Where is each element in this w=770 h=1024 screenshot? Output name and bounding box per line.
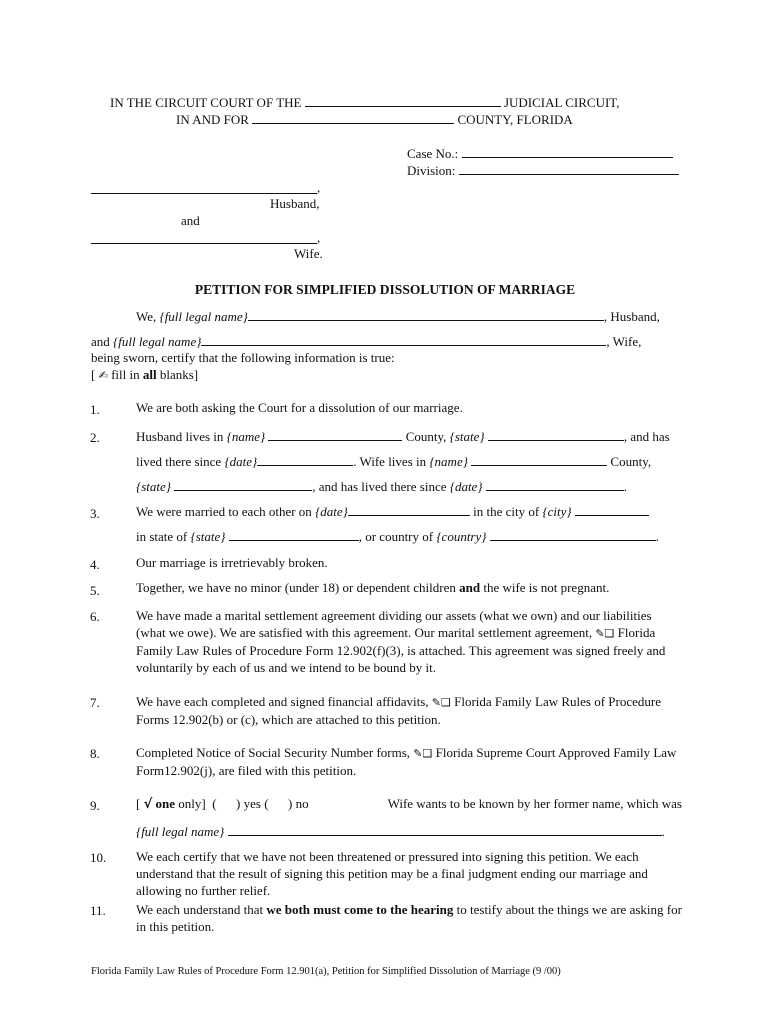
court-label: IN THE CIRCUIT COURT OF THE (110, 95, 302, 110)
pencil-checkbox-icon[interactable]: ✎❑ (595, 627, 615, 640)
period: . (661, 824, 665, 839)
division-row (407, 162, 679, 179)
judicial-circuit-blank[interactable] (305, 94, 501, 107)
wife-name-line[interactable] (91, 243, 317, 244)
and-intro-label: and (91, 334, 110, 349)
item-7-text-a: We have each completed and signed financial affidavits, (136, 694, 432, 709)
in-city-label: in the city of (473, 504, 540, 519)
form-footer: Florida Family Law Rules of Procedure Form 12.901(a), Petition for Simplified Dissolution of Marriage (9 /00) (91, 966, 561, 977)
item-number: 2. (90, 430, 100, 445)
and-label: and (181, 213, 200, 228)
marriage-state-field[interactable] (229, 528, 359, 541)
item-5-text (136, 580, 609, 596)
item-6-text (136, 607, 682, 676)
county-label: County, (405, 429, 447, 444)
case-no-label: Case No.: (407, 146, 459, 161)
item-3-line2 (136, 528, 659, 545)
item-7-text (136, 693, 682, 728)
item-5-text-b: the wife is not pregnant. (480, 580, 610, 595)
marriage-city-field[interactable] (575, 503, 649, 516)
full-legal-name-hint: {full legal name} (159, 309, 248, 324)
item-2-line1 (136, 428, 670, 445)
bracket: [ (91, 367, 96, 382)
item-11-text (136, 901, 682, 935)
marriage-date-field[interactable] (348, 503, 470, 516)
and-has-label: , and has (623, 429, 670, 444)
item-6-text-b: Florida Family Law Rules of Procedure Form 12.902(f)(3), is attached. This agreement was signed freely and voluntarily by each of us and we intend to be bound by it. (136, 625, 666, 675)
item-number: 5. (90, 583, 100, 598)
item-2-line3 (136, 478, 627, 495)
wife-county-field[interactable] (471, 453, 607, 466)
husband-full-name-field[interactable] (248, 308, 604, 321)
fill-instructions (91, 367, 198, 384)
name-hint: {name} (226, 429, 266, 444)
wife-comma: , (317, 230, 321, 245)
item-number: 6. (90, 609, 100, 624)
state-hint: {state} (190, 529, 226, 544)
husband-suffix: , Husband, (603, 309, 660, 324)
judicial-circuit-label: JUDICIAL CIRCUIT, (503, 95, 620, 110)
bracket: [ (136, 796, 141, 811)
item-number: 3. (90, 506, 100, 521)
item-8-text-b: Florida Supreme Court Approved Family Law Form12.902(j), are filed with this petition. (136, 745, 677, 778)
pencil-checkbox-icon[interactable]: ✎❑ (413, 747, 433, 760)
marriage-country-field[interactable] (490, 528, 656, 541)
item-11-text-b: to testify about the things we are asking for in this petition. (136, 902, 682, 934)
name-hint: {name} (429, 454, 468, 469)
wife-date-field[interactable] (486, 478, 624, 491)
item-number: 7. (90, 695, 100, 710)
court-header-line2 (176, 111, 573, 128)
in-state-label: in state of (136, 529, 188, 544)
item-number: 4. (90, 557, 100, 572)
married-on-label: We were married to each other on (136, 504, 312, 519)
husband-label: Husband, (270, 196, 320, 211)
husband-comma: , (317, 180, 321, 195)
item-10-text: We each certify that we have not been threatened or pressured into signing this petition. We each understand that the result of signing this petition may be a final judgment ending our marriage and allowing no further relief. (136, 849, 648, 898)
division-label: Division: (407, 163, 456, 178)
state-hint: {state} (449, 429, 485, 444)
date-hint: {date} (315, 504, 348, 519)
wife-lives-label: . Wife lives in (353, 454, 427, 469)
division-field[interactable] (459, 162, 679, 175)
item-number: 11. (90, 903, 106, 918)
item-8-text (136, 744, 682, 779)
item-5-bold: and (459, 580, 481, 595)
state-hint: {state} (136, 479, 171, 494)
wife-label: Wife. (294, 246, 323, 261)
court-header-line1 (110, 94, 620, 111)
husband-date-field[interactable] (257, 453, 353, 466)
in-and-for-label: IN AND FOR (176, 112, 249, 127)
county-blank[interactable] (252, 111, 454, 124)
fill-all-bold: all (142, 367, 157, 382)
item-8-text-a: Completed Notice of Social Security Number forms, (136, 745, 414, 760)
case-no-field[interactable] (462, 145, 673, 158)
item-2-line2 (136, 453, 651, 470)
item-number: 8. (90, 746, 100, 761)
country-hint: {country} (436, 529, 487, 544)
wife-suffix: , Wife, (606, 334, 642, 349)
lived-since-label: lived there since (136, 454, 222, 469)
pencil-checkbox-icon[interactable]: ✎❑ (431, 696, 451, 709)
item-9-line2 (136, 823, 665, 840)
or-country-label: , or country of (358, 529, 434, 544)
and-has-lived-label: , and has lived there since (312, 479, 447, 494)
husband-state-field[interactable] (488, 428, 624, 441)
case-no-row (407, 145, 673, 162)
sworn-statement: being sworn, certify that the following information is true: (91, 350, 395, 365)
county-label: County, (610, 454, 652, 469)
item-number: 10. (90, 850, 107, 865)
husband-lives-label: Husband lives in (136, 429, 224, 444)
item-11-bold: we both must come to the hearing (266, 902, 454, 917)
only-label: only] (175, 796, 206, 811)
page-title: PETITION FOR SIMPLIFIED DISSOLUTION OF MARRIAGE (194, 282, 576, 297)
former-name-field[interactable] (228, 823, 662, 836)
item-3-line1 (136, 503, 649, 520)
writing-hand-icon: ✍ (98, 369, 108, 382)
yes-no-options[interactable]: ( ) yes ( ) no (212, 796, 309, 811)
item-5-text-a: Together, we have no minor (under 18) or dependent children (136, 580, 460, 595)
item-6-text-a: We have made a marital settlement agreement dividing our assets (what we own) and our liabilities (what we owe). We are satisfied with this agreement. Our marital settlement agreement, (136, 608, 652, 640)
full-legal-name-hint: {full legal name} (113, 334, 202, 349)
former-name-text: Wife wants to be known by her former name, which was (387, 796, 682, 811)
item-4-text: Our marriage is irretrievably broken. (136, 555, 328, 570)
city-hint: {city} (542, 504, 572, 519)
we-label: We, (136, 309, 157, 324)
item-1-text: We are both asking the Court for a dissolution of our marriage. (136, 400, 463, 415)
intro-husband-row (136, 308, 660, 325)
husband-county-field[interactable] (268, 428, 402, 441)
item-11-text-a: We each understand that (136, 902, 267, 917)
item-number: 9. (90, 798, 100, 813)
name-choice-group (136, 796, 309, 813)
period: . (623, 479, 628, 494)
intro-wife-row (91, 333, 641, 350)
wife-full-name-field[interactable] (201, 333, 606, 346)
item-7-text-b: Florida Family Law Rules of Procedure Forms 12.902(b) or (c), which are attached to this petition. (136, 694, 662, 727)
date-hint: {date} (449, 479, 483, 494)
county-florida-label: COUNTY, FLORIDA (457, 112, 573, 127)
husband-name-line[interactable] (91, 193, 317, 194)
fill-text: fill in (107, 367, 143, 382)
item-number: 1. (90, 402, 100, 417)
period: . (655, 529, 659, 544)
one-bold: one (155, 796, 176, 811)
fill-close: blanks] (156, 367, 199, 382)
wife-state-field[interactable] (174, 478, 312, 491)
date-hint: {date} (224, 454, 258, 469)
full-legal-name-hint: {full legal name} (136, 824, 225, 839)
checkmark-icon: √ (143, 797, 153, 812)
item-9-line1 (136, 796, 682, 813)
